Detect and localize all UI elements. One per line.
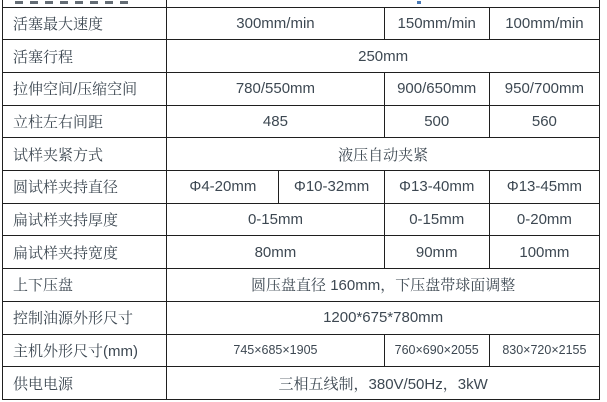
spec-label: 圆试样夹持直径 <box>3 171 167 204</box>
clipped-text-remnant <box>15 1 133 4</box>
spec-value: 830×720×2155 <box>489 334 599 367</box>
spec-value: 780/550mm <box>167 72 384 105</box>
row-piston-stroke <box>3 40 600 73</box>
row-platens <box>3 269 600 302</box>
spec-label: 活塞行程 <box>3 40 167 73</box>
spec-value: 900/650mm <box>384 72 489 105</box>
row-clamping-method <box>3 138 600 171</box>
spec-label: 扁试样夹持厚度 <box>3 203 167 236</box>
spec-label: 主机外形尺寸(mm) <box>3 334 167 367</box>
row-piston-max-speed <box>3 7 600 40</box>
spec-value: 250mm <box>167 40 600 73</box>
spec-value: Φ10-32mm <box>279 171 384 204</box>
spec-label: 上下压盘 <box>3 269 167 302</box>
spec-label: 控制油源外形尺寸 <box>3 301 167 334</box>
spec-label: 供电电源 <box>3 367 167 400</box>
spec-value: 100mm/min <box>489 7 599 40</box>
spec-label: 扁试样夹持宽度 <box>3 236 167 269</box>
clipped-text-remnant-dot <box>417 1 421 4</box>
spec-label: 拉伸空间/压缩空间 <box>3 72 167 105</box>
row-main-unit-dimensions <box>3 334 600 367</box>
row-round-specimen-diameter <box>3 171 600 204</box>
spec-value: 圆压盘直径 160mm，下压盘带球面调整 <box>167 269 600 302</box>
clipped-label-cell <box>3 0 167 7</box>
spec-value: 0-15mm <box>384 203 489 236</box>
spec-label: 立柱左右间距 <box>3 105 167 138</box>
spec-value: 液压自动夹紧 <box>167 138 600 171</box>
spec-value: 485 <box>167 105 384 138</box>
spec-value: Φ13-45mm <box>489 171 599 204</box>
spec-value: Φ13-40mm <box>384 171 489 204</box>
spec-value: 560 <box>489 105 599 138</box>
spec-value: 1200*675*780mm <box>167 301 600 334</box>
spec-value: 100mm <box>489 236 599 269</box>
row-oil-source-dimensions <box>3 301 600 334</box>
row-power-supply <box>3 367 600 400</box>
spec-value: 0-20mm <box>489 203 599 236</box>
spec-label: 活塞最大速度 <box>3 7 167 40</box>
spec-value: 500 <box>384 105 489 138</box>
row-tension-compression-space <box>3 72 600 105</box>
row-flat-specimen-thickness <box>3 203 600 236</box>
spec-table <box>2 0 600 400</box>
spec-value: 80mm <box>167 236 384 269</box>
clipped-top-row <box>3 0 600 7</box>
spec-value: Φ4-20mm <box>167 171 279 204</box>
spec-value: 760×690×2055 <box>384 334 489 367</box>
spec-value: 三相五线制，380V/50Hz，3kW <box>167 367 600 400</box>
row-column-spacing <box>3 105 600 138</box>
spec-value: 300mm/min <box>167 7 384 40</box>
spec-value: 0-15mm <box>167 203 384 236</box>
spec-value: 90mm <box>384 236 489 269</box>
spec-label: 试样夹紧方式 <box>3 138 167 171</box>
spec-value: 150mm/min <box>384 7 489 40</box>
spec-value: 745×685×1905 <box>167 334 384 367</box>
row-flat-specimen-width <box>3 236 600 269</box>
spec-value: 950/700mm <box>489 72 599 105</box>
clipped-value-cell <box>167 0 600 7</box>
